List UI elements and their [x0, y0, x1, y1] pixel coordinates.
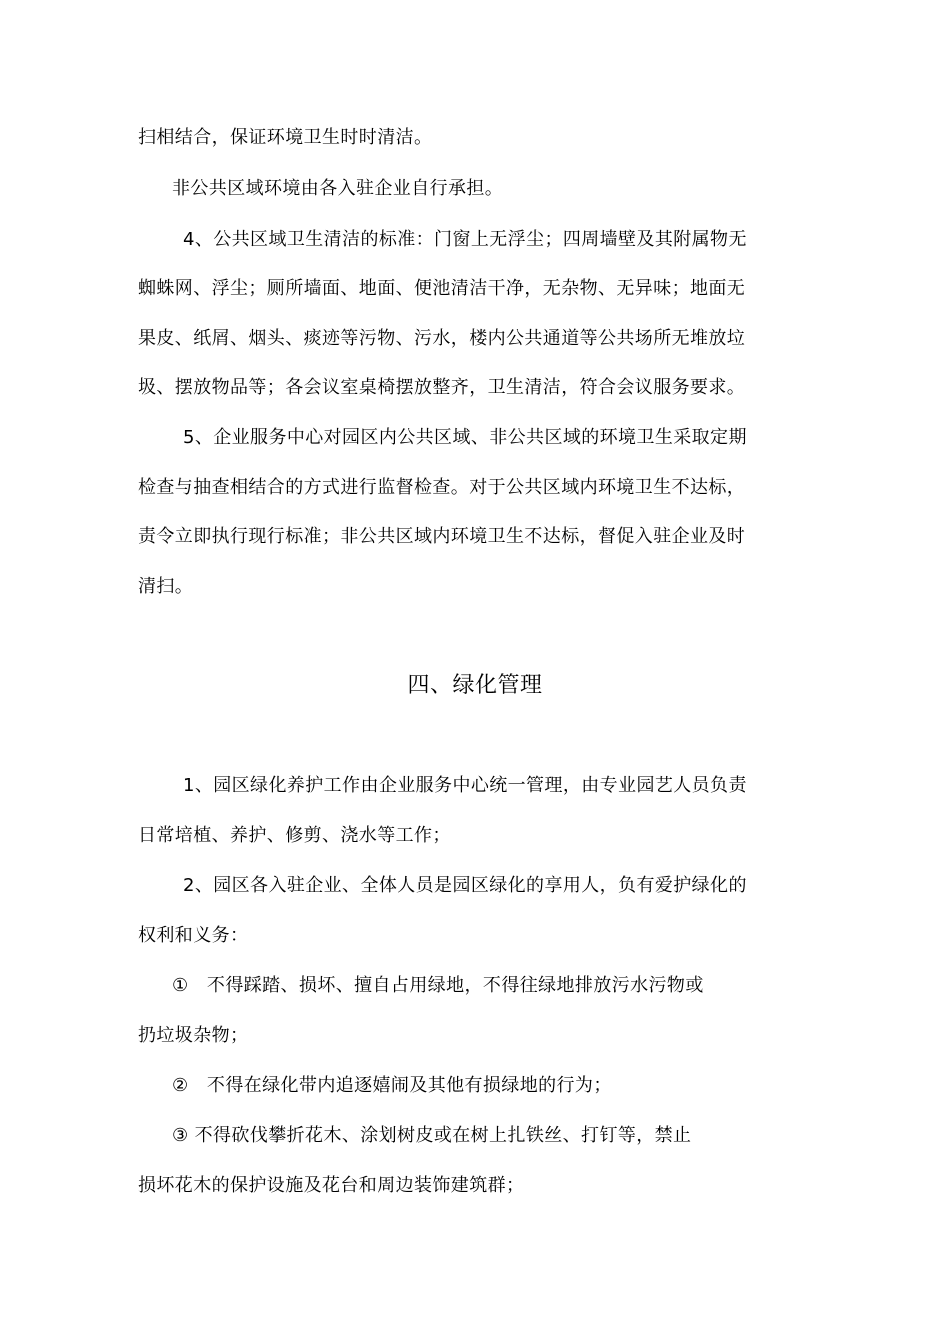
- paragraph-line: 清扫。: [138, 576, 194, 597]
- section-heading: 四、绿化管理: [407, 673, 543, 698]
- paragraph-line: 5、企业服务中心对园区内公共区域、非公共区域的环境卫生采取定期: [183, 427, 747, 448]
- paragraph-line: 日常培植、养护、修剪、浇水等工作；: [138, 825, 451, 846]
- paragraph-line: 非公共区域环境由各入驻企业自行承担。: [172, 178, 504, 199]
- paragraph-line: 扫相结合，保证环境卫生时时清洁。: [138, 127, 433, 148]
- paragraph-line: 检查与抽查相结合的方式进行监督检查。对于公共区域内环境卫生不达标，: [138, 477, 746, 498]
- paragraph-line: 1、园区绿化养护工作由企业服务中心统一管理，由专业园艺人员负责: [183, 775, 747, 796]
- paragraph-line: 圾、摆放物品等；各会议室桌椅摆放整齐，卫生清洁，符合会议服务要求。: [138, 377, 746, 398]
- paragraph-line: 责令立即执行现行标准；非公共区域内环境卫生不达标，督促入驻企业及时: [138, 526, 746, 547]
- list-item-line: 扔垃圾杂物；: [138, 1025, 249, 1046]
- list-item-line: ③ 不得砍伐攀折花木、涂划树皮或在树上扎铁丝、打钉等，禁止: [172, 1125, 692, 1146]
- list-item-line: ② 不得在绿化带内追逐嬉闹及其他有损绿地的行为；: [172, 1075, 612, 1096]
- paragraph-line: 果皮、纸屑、烟头、痰迹等污物、污水，楼内公共通道等公共场所无堆放垃: [138, 328, 746, 349]
- list-item-line: ① 不得踩踏、损坏、擅自占用绿地，不得往绿地排放污水污物或: [172, 975, 704, 996]
- paragraph-line: 2、园区各入驻企业、全体人员是园区绿化的享用人，负有爱护绿化的: [183, 875, 747, 896]
- paragraph-line: 4、公共区域卫生清洁的标准：门窗上无浮尘；四周墙壁及其附属物无: [183, 229, 747, 250]
- paragraph-line: 蜘蛛网、浮尘；厕所墙面、地面、便池清洁干净，无杂物、无异味；地面无: [138, 278, 746, 299]
- list-item-line: 损坏花木的保护设施及花台和周边装饰建筑群；: [138, 1175, 525, 1196]
- paragraph-line: 权利和义务：: [138, 925, 249, 946]
